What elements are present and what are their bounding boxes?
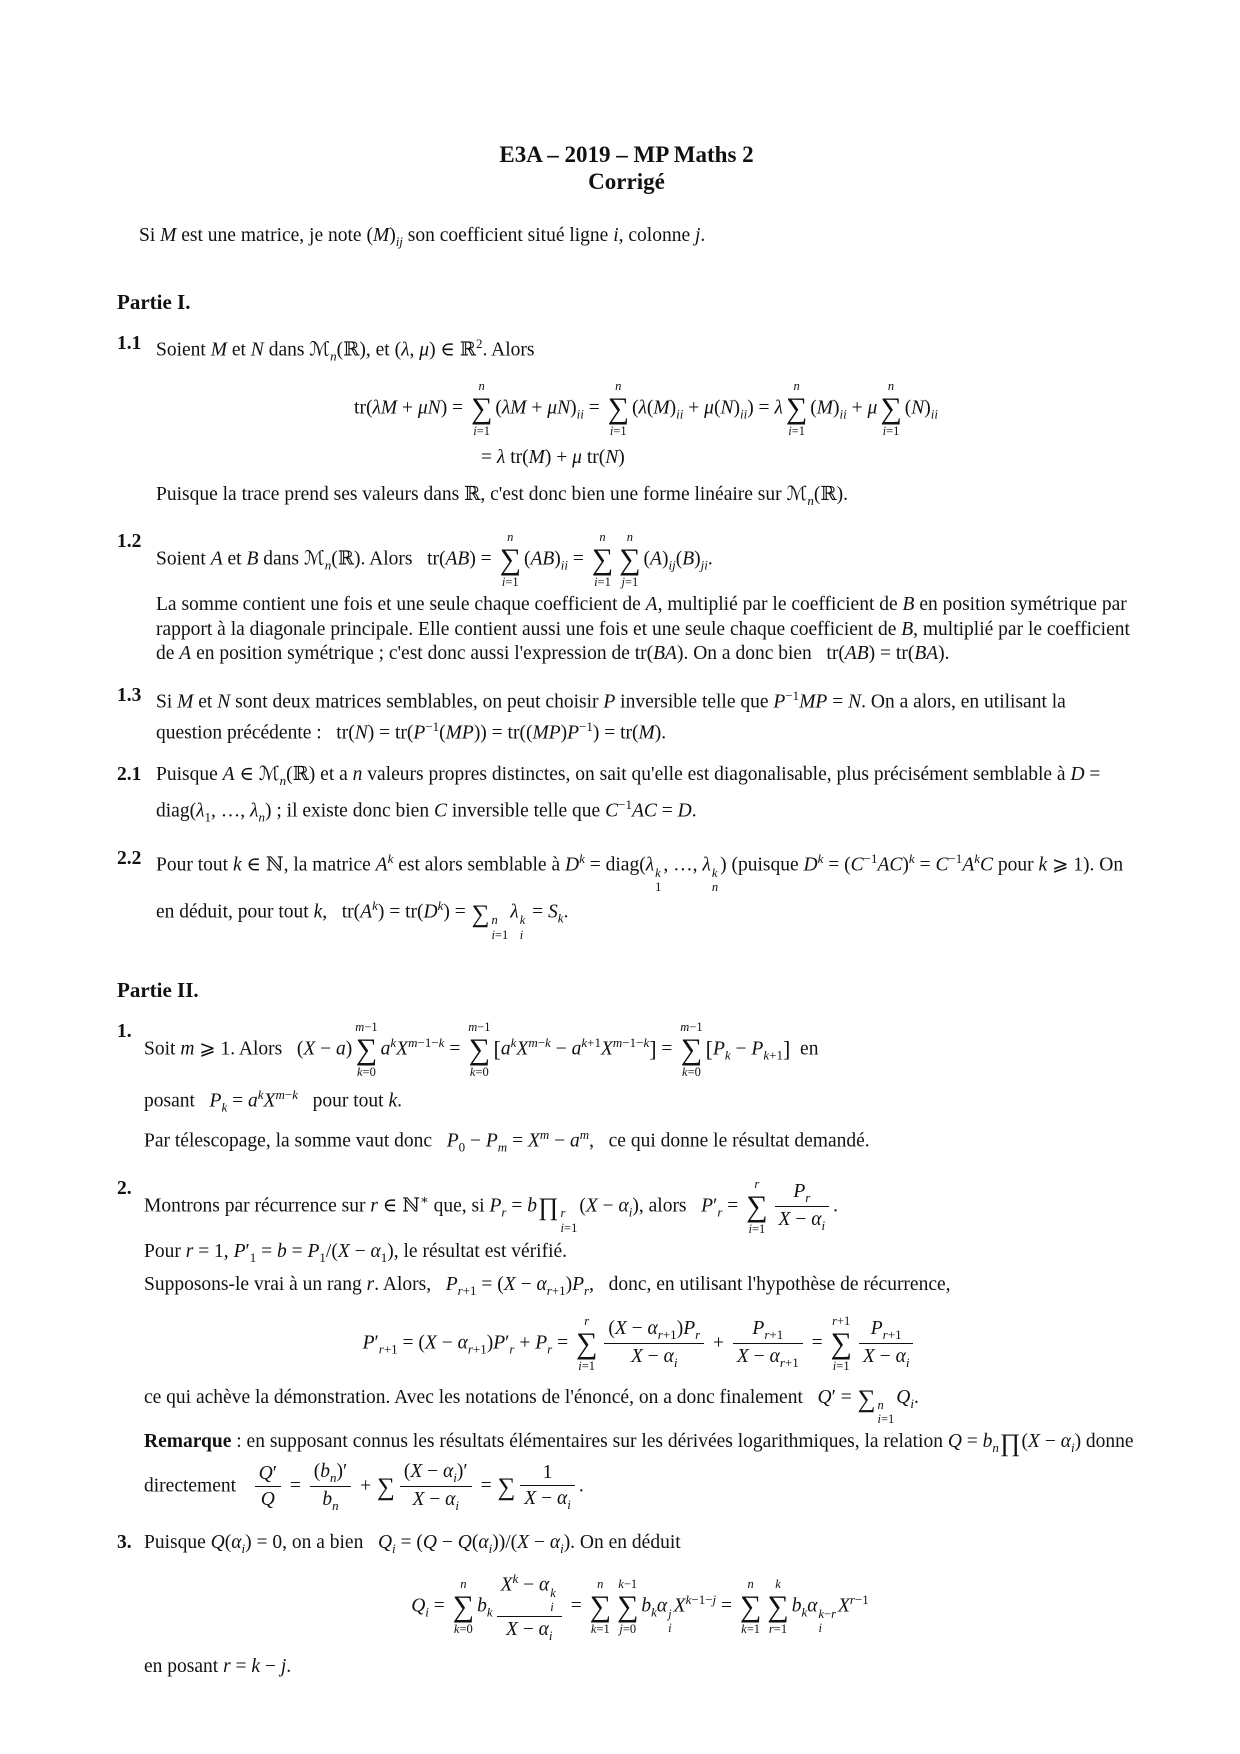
item-body [156,530,1136,667]
item-label: 1.3 [117,684,142,706]
display-equation-derivative-recurrence: $P'_{r+1} = (X - \alpha_{r+1})P'_r + P_r$ = r ∑ i=1 $\frac{(X - \alpha_{r+1})P_r}{X - \alpha_i}$ + $\frac{P_{r+1}}{X - \alpha_{r+1}}$ = r+1 ∑ i=1 $\frac{P_{r+1}}{X - \alpha_i}$ [144,1314,1136,1374]
item-label: 3. [117,1531,132,1553]
equation-line: tr(λM + μN) = n ∑ i=1 $(\lambda M + \mu N)_{ii}$ = n ∑ i=1 $(\lambda(M)_{ii} + \mu(N)_{ii}) = \lambda$ n ∑ i=1 $(M)_{ii} + \mu$ n ∑ i=1 $(N)_{ii}$ [354,379,938,439]
remark-paragraph: Remarque : en supposant connus les résultats élémentaires sur les dérivées logarithmiques, la relation $Q = b_n\prod(X - \alpha_i)$ donne directement $\frac{Q'}{Q}$ = $\frac{(b_n)'}{b_n}$ + ∑ $\frac{(X - \alpha_i)'}{X - \alpha_i}$ = ∑ $\frac{1}{X - \alpha_i}$ . [144,1429,1134,1514]
item-body [156,763,1136,830]
item-body [156,684,1136,746]
paragraph: posant $P_k = a^kX^{m-k}$ pour tout k. [144,1086,402,1115]
paragraph: Soient M et N dans ℳ$_n$(ℝ), et (λ, μ) ∈ ℝ$^2$. Alors [156,336,535,364]
document-title [117,141,1136,195]
item-body [156,332,1136,513]
item-body [144,1531,1136,1680]
item-2-1 [117,763,1136,830]
paragraph: Pour r = 1, $P'_1 = b = P_1/(X - \alpha_1)$, le résultat est vérifié. [144,1240,568,1265]
intro-paragraph: Si M est une matrice, je note $(M)_{ij}$ son coefficient situé ligne i, colonne j. [139,225,706,249]
item-label: 2.1 [117,763,142,785]
paragraph: Montrons par récurrence sur r ∈ ℕ∗ que, si $P_r$ = b∏ r i=1 $(X - \alpha_i)$, alors $P'_r$ = r ∑ i=1 $\frac{P_r}{X - \alpha_i}$ . [144,1176,838,1236]
paragraph: Soit m ⩾ 1. Alors (X − a) m−1 ∑ k=0 $a^kX^{m-1-k}$ = m−1 ∑ k=0 $[a^kX^{m-k} - a^{k+1}X^{m-1-k}]$ = m−1 ∑ k=0 $[P_k - P_{k+1}]$ en [144,1019,819,1079]
equation-line: = λ tr(M) + μ tr(N) [481,447,625,469]
part1-heading: Partie I. [117,290,191,315]
paragraph: Puisque $Q(\alpha_i) = 0$, on a bien $Q_i = (Q - Q(\alpha_i))/(X - \alpha_i)$. On en déduit [144,1531,681,1556]
paragraph: Supposons-le vrai à un rang r. Alors, $P_{r+1} = (X - \alpha_{r+1})P_r$, donc, en utilisant l'hypothèse de récurrence, [144,1274,951,1299]
paragraph: La somme contient une fois et une seule chaque coefficient de A, multiplié par le coefficient de B en position symétrique par rapport à la diagonale principale. Elle contient aussi une fois et une seule chaque coefficient de B, multiplié par le coefficient de A en position symétrique ; c'est donc aussi l'expression de tr(BA). On a donc bien tr(AB) = tr(BA). [156,594,1130,665]
item-label: 1.2 [117,531,142,553]
item-body [144,1177,1136,1514]
item-II-2 [117,1177,1136,1514]
title-line-2: Corrigé [588,169,665,194]
item-label: 2. [117,1177,132,1199]
item-label: 1.1 [117,333,142,355]
display-equation-trace-linearity [156,379,1136,471]
paragraph: Puisque A ∈ ℳ$_n$(ℝ) et a n valeurs propres distinctes, on sait qu'elle est diagonalisable, plus précisément semblable à $D = diag(\lambda_1$, …, $\lambda_n$) ; il existe donc bien C inversible telle que $C^{-1}AC = D$. [156,763,1101,825]
item-II-1 [117,1020,1136,1160]
paragraph: Soient A et B dans ℳ$_n$(ℝ). Alors tr(AB) = n ∑ i=1 $(AB)_{ii}$ = n ∑ i=1 n ∑ j=1 $(A)_{ij}(B)_{ji}$. [156,530,713,590]
item-body [156,847,1136,942]
item-1-1 [117,332,1136,513]
item-2-2 [117,847,1136,942]
item-1-3 [117,684,1136,746]
paragraph: ce qui achève la démonstration. Avec les notations de l'énoncé, on a donc finalement Q′ = ∑ n i=1 $Q_i$. [144,1385,919,1427]
item-body [144,1020,1136,1160]
item-label: 1. [117,1020,132,1042]
paragraph: en posant r = k − j. [144,1656,292,1678]
paragraph: Puisque la trace prend ses valeurs dans ℝ, c'est donc bien une forme linéaire sur ℳ$_n$(ℝ). [156,483,848,508]
display-equation-Qi-expansion: $Q_i$ = n ∑ k=0 $b_k$ $X^k - \alpha$ k i $X - \alpha_i$ = n ∑ k=1 k−1 ∑ j=0 $b_k\alpha$ j i $X^{k-1-j}$ = n ∑ k=1 k ∑ r=1 $b_k\alpha$ k−r i $X^{r-1}$ [411,1571,869,1643]
title-line-1: E3A – 2019 – MP Maths 2 [499,142,754,167]
paragraph: Pour tout k ∈ ℕ, la matrice $A^k$ est alors semblable à $D^k$ = diag(λ k 1 , …, λ k n ) (puisque $D^k = (C^{-1}AC)^k = C^{-1}A^kC$ pour k ⩾ 1). On en déduit, pour tout k, $tr(A^k) = tr(D^k)$ = ∑ n i=1 λ k i = $S_k$. [156,850,1124,942]
paragraph: Par télescopage, la somme vaut donc $P_0 - P_m = X^m - a^m$, ce qui donne le résultat demandé. [144,1126,870,1155]
item-label: 2.2 [117,847,142,869]
item-II-3 [117,1531,1136,1680]
part2-heading: Partie II. [117,977,199,1002]
paragraph: Si M et N sont deux matrices semblables, on peut choisir P inversible telle que $P^{-1}MP = N$. On a alors, en utilisant la question précédente : $tr(N) = tr(P^{-1}(MP)) = tr((MP)P^{-1}) = tr(M)$. [156,687,1066,744]
item-1-2 [117,530,1136,667]
